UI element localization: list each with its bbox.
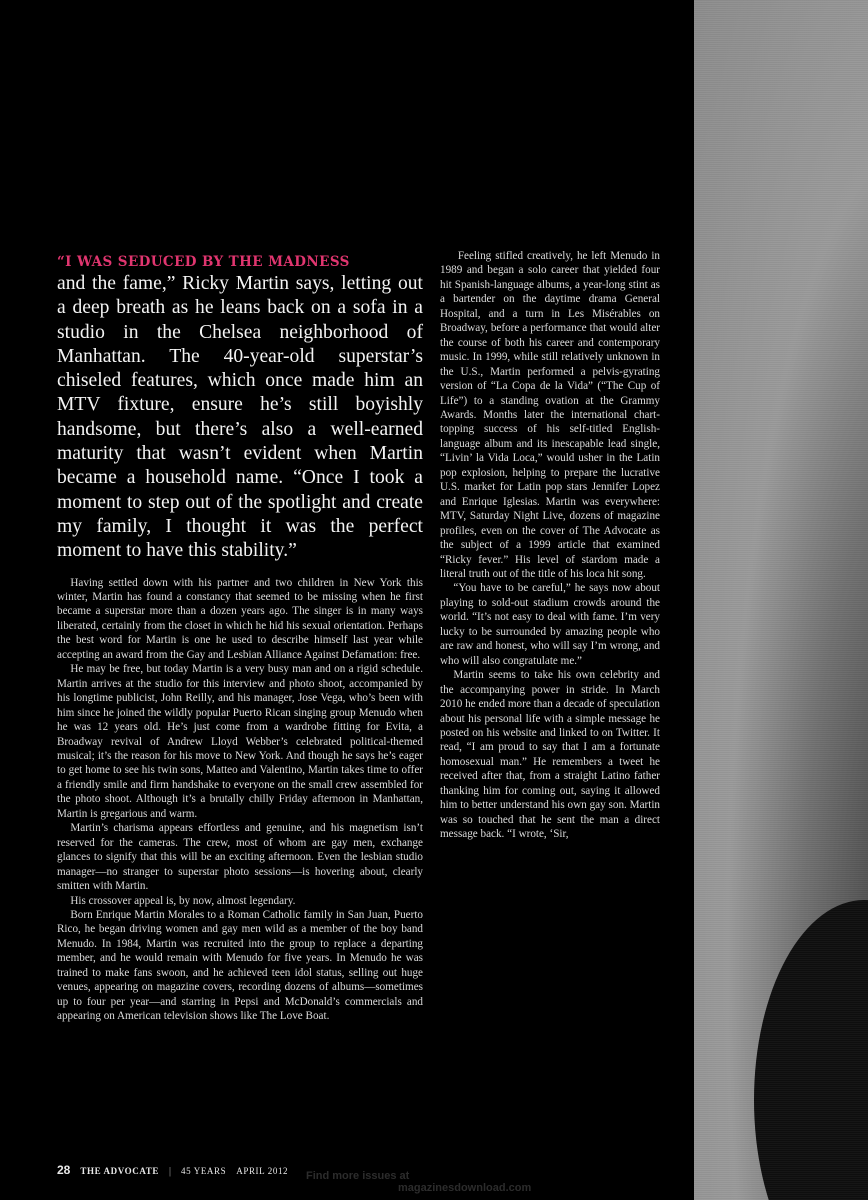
page-footer	[57, 1163, 288, 1179]
article-column-left	[57, 252, 423, 1024]
right-body-text	[440, 249, 660, 842]
body-paragraph: Born Enrique Martin Morales to a Roman Catholic family in San Juan, Puerto Rico, he began driving women and gay men wild as a member of the boy band Menudo. In 1984, Martin was recruited into the group to replace a departing member, and he would remain with Menudo for five years. In Menudo he was trained to make fans swoon, and he achieved teen idol status, selling out huge venues, appearing on magazine covers, recording dozens of albums—sometimes up to four per year—and starring in Pepsi and McDonald’s commercials and appearing on American television shows like The Love Boat.	[57, 908, 423, 1023]
left-body-text	[57, 576, 423, 1024]
body-paragraph: He may be free, but today Martin is a very busy man and on a rigid schedule. Martin arrives at the studio for this interview and photo shoot, accompanied by his longtime publicist, John Reilly, and his manager, Jose Vega, who’s been with him since he joined the wildly popular Puerto Rican singing group Menudo when he was 12 years old. He’s just come from a wardrobe fitting for Evita, a Broadway revival of Andrew Lloyd Webber’s celebrated political-themed musical; it’s the reason for his move to New York. And though he says he’s eager to get home to see his twin sons, Matteo and Valentino, Martin takes time to offer a friendly smile and firm handshake to everyone on the small crew assembled for the photo shoot. Although it’s a brutally chilly Friday afternoon in Manhattan, Martin is gregarious and warm.	[57, 663, 423, 820]
article-column-right	[440, 249, 660, 842]
lead-kicker: “I WAS SEDUCED BY THE MADNESS	[57, 254, 350, 270]
watermark	[306, 1170, 566, 1194]
body-paragraph: Martin seems to take his own celebrity and the accompanying power in stride. In March 2010 he ended more than a decade of speculation about his personal life with a simple message he posted on his website and linked to on Twitter. It read, “I am proud to say that I am a fortunate homosexual man.” He remembers a tweet he received after that, from a straight Latino father thanking him for coming out, saying it allowed him to better understand his own gay son. Martin was so touched that he sent the man a direct message back. “I wrote, ‘Sir,	[440, 669, 660, 841]
footer-separator: |	[168, 1166, 171, 1177]
photo-grain	[694, 0, 868, 1200]
body-paragraph: His crossover appeal is, by now, almost legendary.	[70, 894, 296, 907]
watermark-line-1: Find more issues at	[306, 1170, 410, 1182]
body-paragraph: Feeling stifled creatively, he left Menudo in 1989 and began a solo career that yielded four hit Spanish-language albums, a year-long stint as a bartender on the daytime drama General Hospital, and a turn in Les Misérables on Broadway, before a performance that would alter the course of both his career and contemporary music. In 1999, while still relatively unknown in the U.S., Martin performed a pelvis-gyrating version of “La Copa de la Vida” (“The Cup of Life”) to a standing ovation at the Grammy Awards. Months later the international chart-topping success of his self-titled English-language album and its inescapable lead single, “Livin’ la Vida Loca,” would usher in the Latin pop explosion, helping to prepare the lucrative U.S. market for Latin pop stars Jennifer Lopez and Enrique Iglesias. Martin was everywhere: MTV, Saturday Night Live, dozens of magazine profiles, even on the cover of The Advocate as the subject of a 1999 article that examined “Ricky fever.” His level of stardom made a literal truth out of the title of his loca hit song.	[440, 250, 660, 580]
body-paragraph: Having settled down with his partner and two children in New York this winter, Martin has found a constancy that seemed to be missing when he first became a superstar more than a dozen years ago. The singer is in many ways liberated, certainly from the closet in which he hid his sexual orientation. Perhaps the best word for Martin is one he used to describe himself last year while accepting an award from the Gay and Lesbian Alliance Against Defamation: free.	[57, 576, 423, 661]
issue-date: APRIL 2012	[236, 1166, 289, 1176]
lead-paragraph: and the fame,” Ricky Martin says, letting out a deep breath as he leans back on a sofa in a studio in the Chelsea neighborhood of Manhattan. The 40-year-old superstar’s chiseled features, which once made him an MTV fixture, ensure he’s still boyishly handsome, but there’s also a well-earned maturity that wasn’t evident when Martin became a household name. “Once I took a moment to step out of the spotlight and create my family, I thought it was the perfect moment to have this stability.”	[57, 273, 423, 562]
body-paragraph: “You have to be careful,” he says now about playing to sold-out stadium crowds around the world. “It’s not easy to deal with fame. I’m very lucky to be surrounded by amazing people who are raw and honest, who will say I’m wrong, and who will also congratulate me.”	[440, 582, 660, 667]
body-paragraph: Martin’s charisma appears effortless and genuine, and his magnetism isn’t reserved for the cameras. The crew, most of whom are gay men, exchange glances to signify that this will be an exciting afternoon. Even the lesbian studio manager—no stranger to superstar photo sessions—is hovering about, clearly smitten with Martin.	[57, 822, 423, 893]
watermark-line-2: magazinesdownload.com	[398, 1182, 532, 1194]
anniversary-label: 45 YEARS	[181, 1166, 227, 1176]
magazine-name: THE ADVOCATE	[80, 1166, 159, 1176]
portrait-photo	[694, 0, 868, 1200]
page-number: 28	[57, 1163, 71, 1177]
